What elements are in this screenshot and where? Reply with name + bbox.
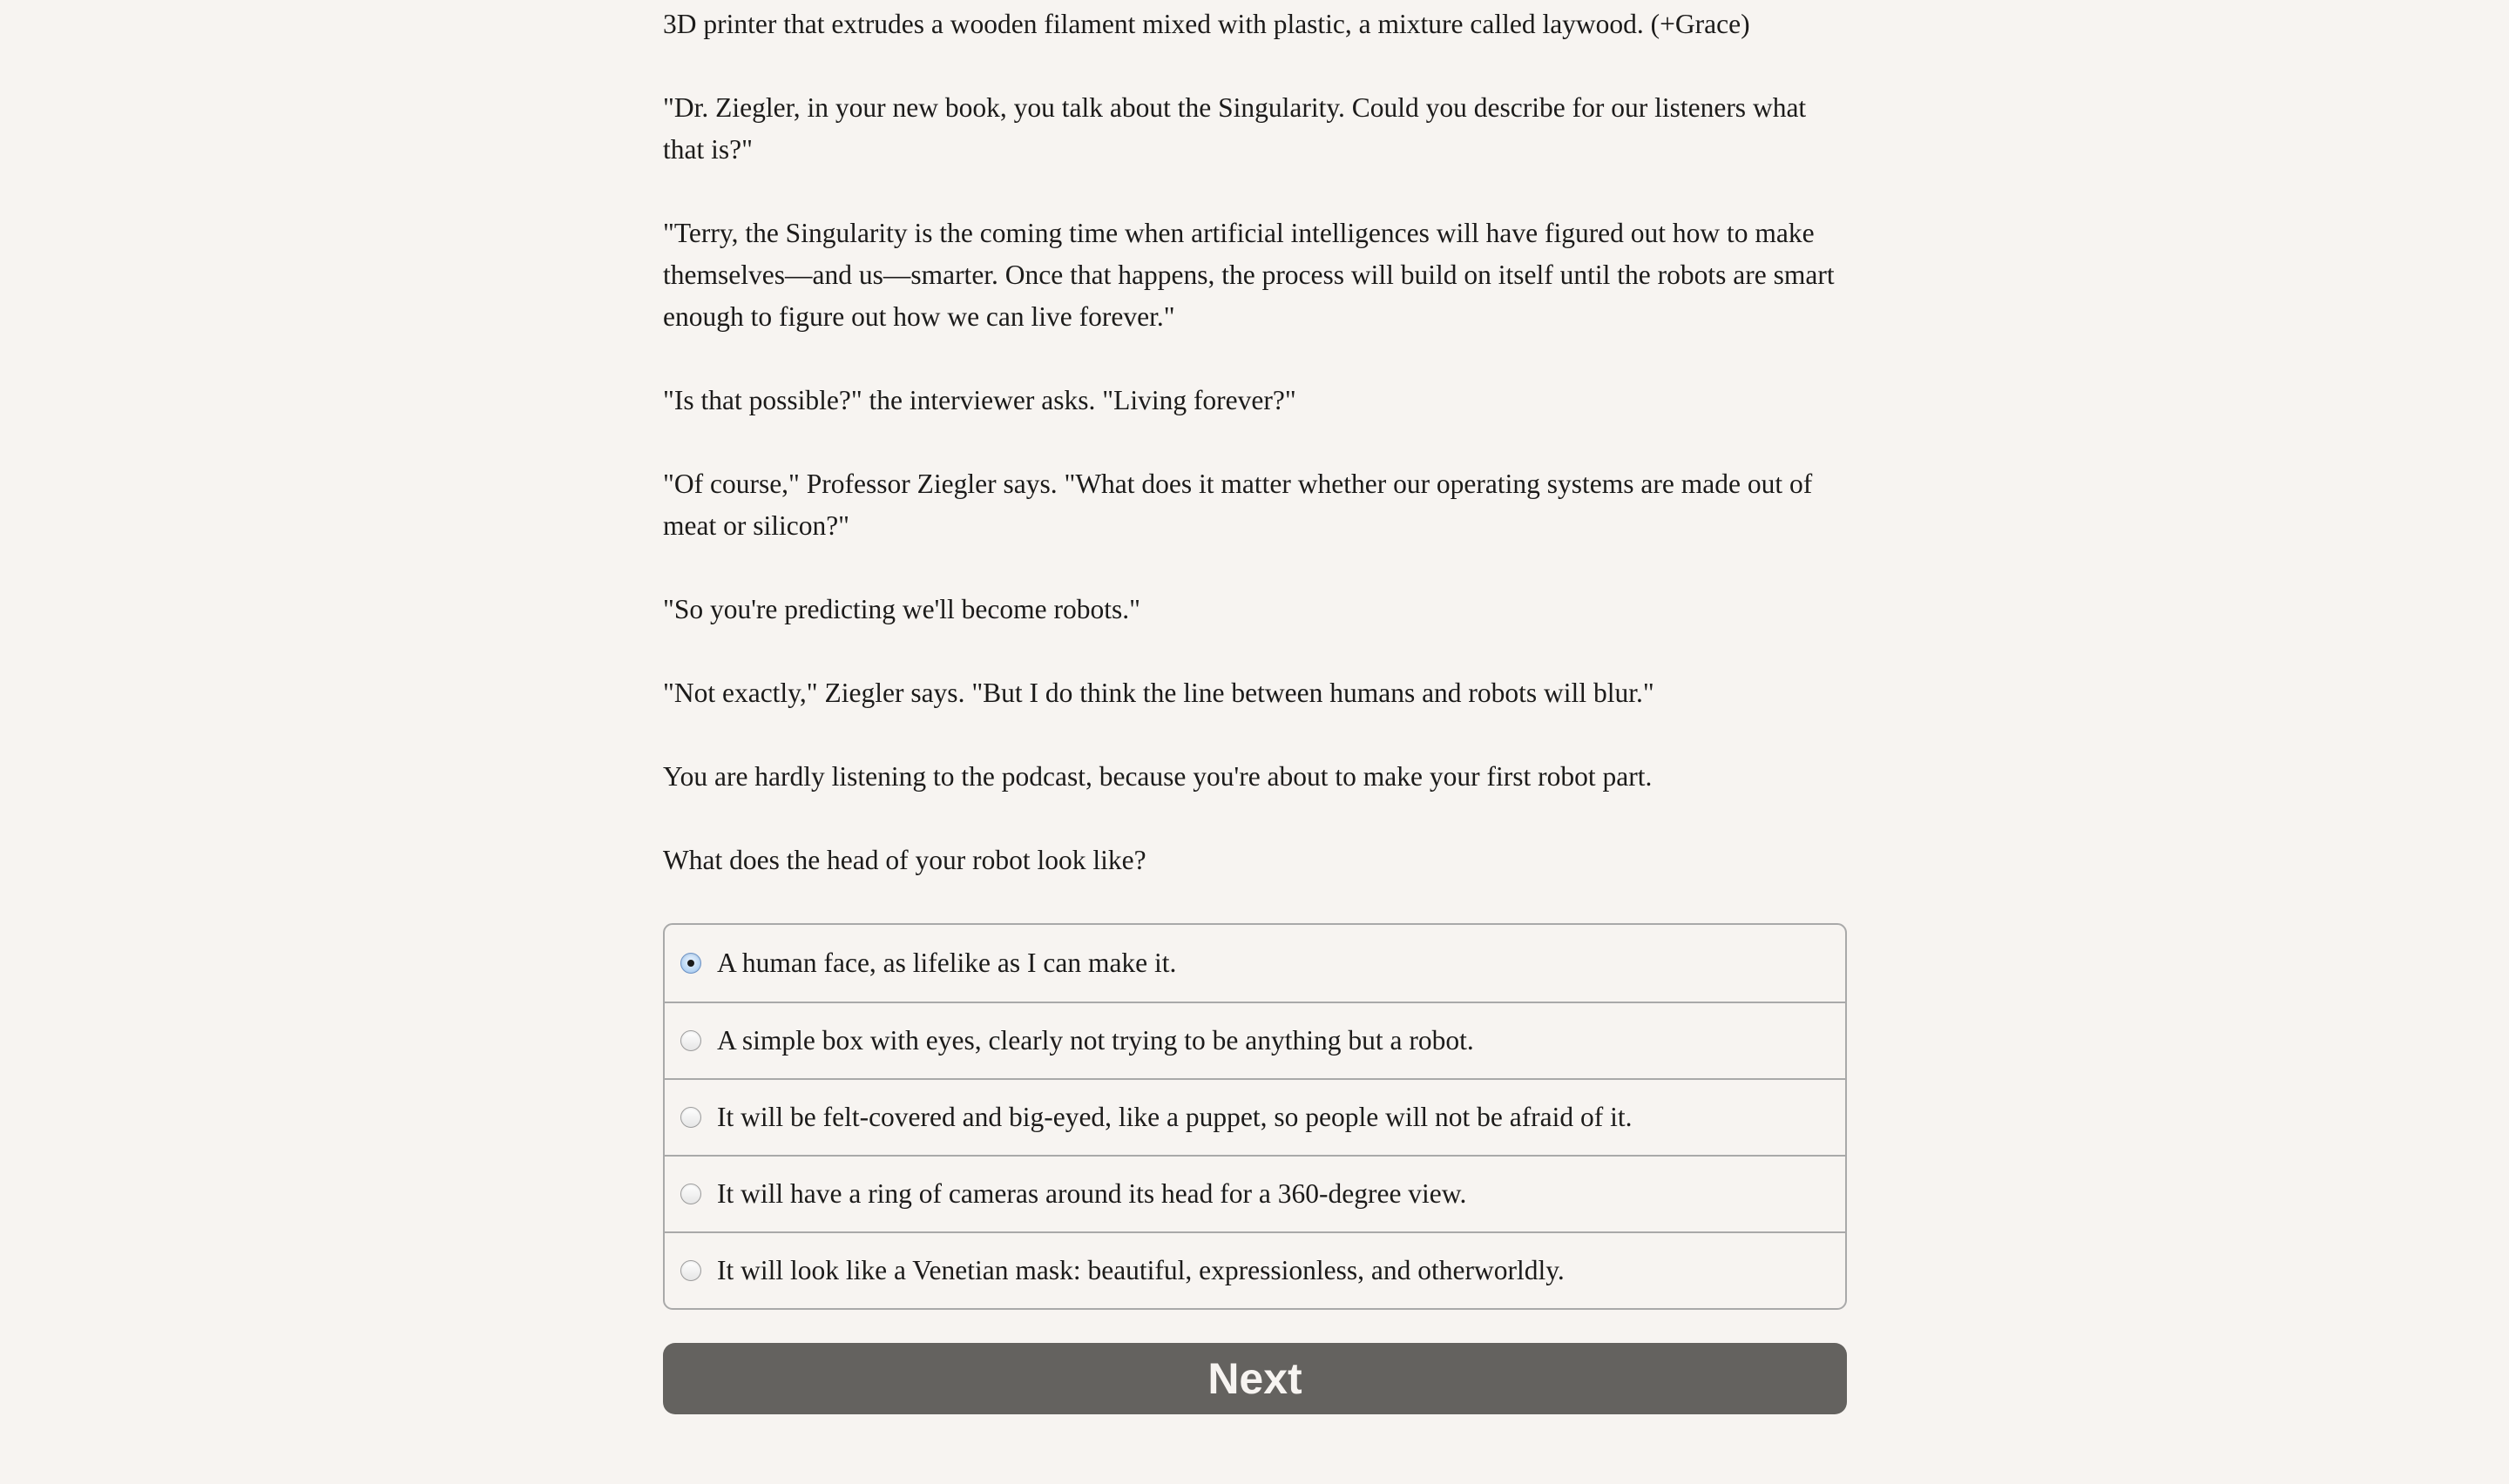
choice-prompt: What does the head of your robot look like? [663,845,1146,875]
choice-label[interactable]: It will have a ring of cameras around its head for a 360-degree view. [717,1178,1467,1209]
choice-label[interactable]: A human face, as lifelike as I can make it. [717,948,1177,978]
radio-unselected-icon[interactable] [680,1030,701,1051]
radio-unselected-icon[interactable] [680,1184,701,1204]
passage-paragraph: You are hardly listening to the podcast, because you're about to make your first robot part. [663,761,1653,792]
passage-paragraph: "Terry, the Singularity is the coming time when artificial intelligences will have figured out how to make themselves—and us—smarter. Once that happens, the process will build on itself until the robots are smart enough to figure out how we can live forever." [663,218,1835,332]
choice-list [663,923,1847,1310]
radio-unselected-icon[interactable] [680,1260,701,1281]
story-passage [663,3,1847,881]
choice-label[interactable]: It will look like a Venetian mask: beautiful, expressionless, and otherworldly. [717,1255,1565,1285]
choice-option[interactable] [665,1078,1845,1155]
radio-unselected-icon[interactable] [680,1107,701,1128]
radio-selected-icon[interactable] [680,953,701,974]
passage-paragraph: "Not exactly," Ziegler says. "But I do think the line between humans and robots will blur." [663,678,1654,708]
passage-paragraph: 3D printer that extrudes a wooden filament mixed with plastic, a mixture called laywood. (+Grace) [663,9,1750,39]
passage-paragraph: "Of course," Professor Ziegler says. "What does it matter whether our operating systems are made out of meat or silicon?" [663,469,1813,541]
choice-label[interactable]: A simple box with eyes, clearly not trying to be anything but a robot. [717,1025,1474,1056]
choice-option[interactable] [665,1231,1845,1308]
story-column [663,0,1847,1414]
passage-paragraph: "So you're predicting we'll become robots." [663,594,1140,624]
passage-paragraph: "Dr. Ziegler, in your new book, you talk about the Singularity. Could you describe for our listeners what that is?" [663,92,1807,165]
passage-paragraph: "Is that possible?" the interviewer asks. "Living forever?" [663,385,1296,415]
choice-option[interactable] [665,925,1845,1002]
next-button[interactable]: Next [663,1343,1847,1414]
choice-label[interactable]: It will be felt-covered and big-eyed, like a puppet, so people will not be afraid of it. [717,1102,1633,1132]
choice-option[interactable] [665,1002,1845,1078]
choice-option[interactable] [665,1155,1845,1231]
